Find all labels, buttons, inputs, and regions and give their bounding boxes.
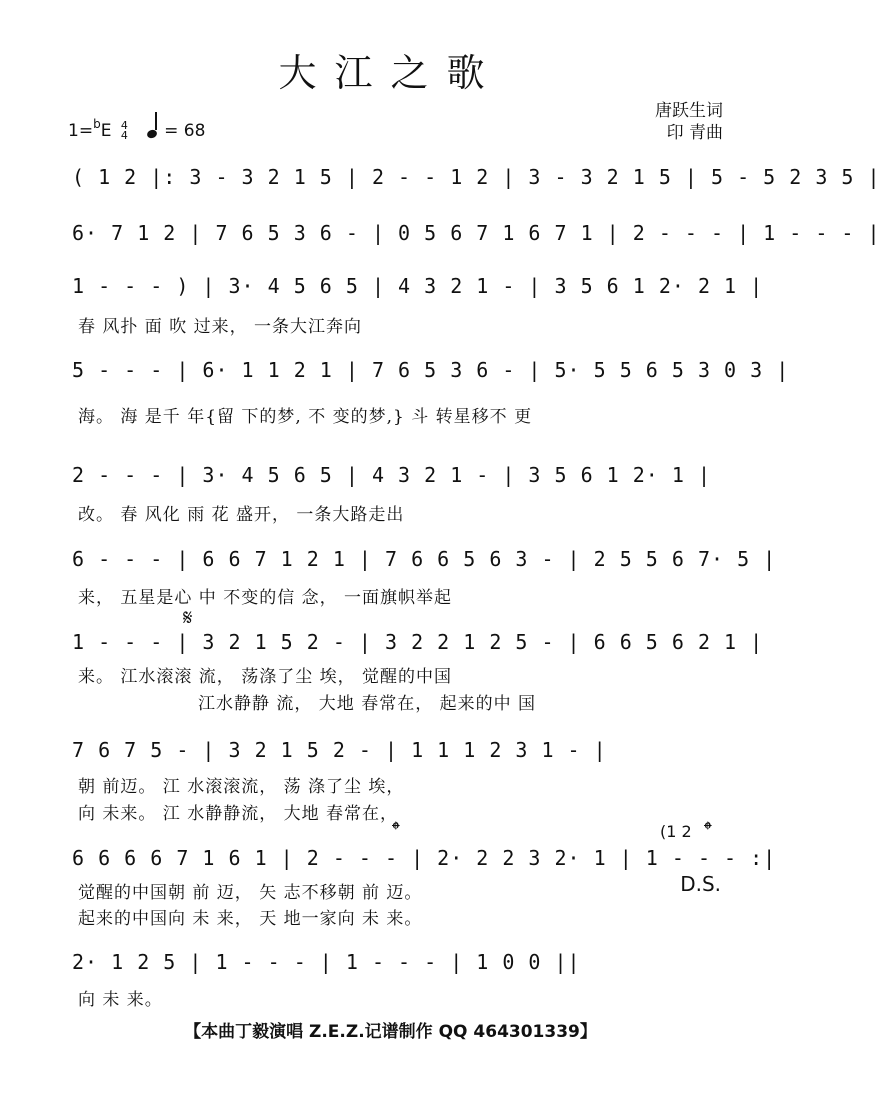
notation: 6· 7 1 2 | 7 6 5 3 6 - | 0 5 6 7 1 6 7 1 | 2 - - - | 1 - - - | bbox=[72, 221, 881, 245]
notation: 1 - - - | 3 2 1 5 2 - | 3 2 2 1 2 5 - | 6 6 5 6 2 1 | bbox=[72, 630, 764, 654]
lyric-line: 春 风扑 面 吹 过来， 一条大江奔向 bbox=[78, 317, 363, 337]
staff-row bbox=[72, 630, 764, 654]
key-note: E bbox=[100, 121, 112, 141]
notation: 6 6 6 6 7 1 6 1 | 2 - - - | 2· 2 2 3 2· 1 | 1 - - - :| bbox=[72, 846, 777, 870]
composer-credit: 印 青曲 bbox=[666, 123, 723, 143]
lyric-line: 海。 海 是千 年{留 下的梦, 不 变的梦,} 斗 转星移不 更 bbox=[78, 407, 533, 427]
staff-row bbox=[72, 463, 720, 487]
lyric-line: 觉醒的中国朝 前 迈， 矢 志不移朝 前 迈。 bbox=[78, 883, 423, 903]
staff-row bbox=[72, 950, 720, 974]
staff-row bbox=[72, 165, 881, 189]
note-stem bbox=[155, 112, 157, 130]
time-bottom: 4 bbox=[120, 129, 128, 142]
notation: 1 - - - ) | 3· 4 5 6 5 | 4 3 2 1 - | 3 5 6 1 2· 2 1 | bbox=[72, 274, 764, 298]
time-signature bbox=[121, 121, 128, 141]
segno-icon: 𝄋 bbox=[183, 606, 193, 631]
notation: 2 - - - | 3· 4 5 6 5 | 4 3 2 1 - | 3 5 6 1 2· 1 | bbox=[72, 463, 712, 487]
key-signature bbox=[68, 118, 205, 141]
lyric-line: 起来的中国向 未 来， 天 地一家向 未 来。 bbox=[78, 909, 423, 929]
coda-icon: 𝄌 bbox=[704, 818, 712, 843]
notation: 2· 1 2 5 | 1 - - - | 1 - - - | 1 0 0 || bbox=[72, 950, 581, 974]
lyric-line: 来。 江水滚滚 流， 荡涤了尘 埃， 觉醒的中国 bbox=[78, 667, 453, 687]
notation: 5 - - - | 6· 1 1 2 1 | 7 6 5 3 6 - | 5· 5 5 6 5 3 0 3 | bbox=[72, 358, 790, 382]
staff-row bbox=[72, 221, 881, 245]
time-top: 4 bbox=[120, 119, 128, 132]
coda-icon: 𝄌 bbox=[392, 818, 400, 843]
dal-segno: D.S. bbox=[680, 872, 721, 896]
lyric-line: 江水静静 流， 大地 春常在， 起来的中 国 bbox=[198, 694, 537, 714]
notation: 7 6 7 5 - | 3 2 1 5 2 - | 1 1 1 2 3 1 - | bbox=[72, 738, 607, 762]
key-prefix: 1= bbox=[68, 121, 94, 141]
tempo: = 68 bbox=[164, 121, 206, 141]
repeat-hint: (1 2 bbox=[660, 822, 692, 841]
flat-sign: b bbox=[93, 117, 101, 131]
lyric-line: 向 未来。 江 水静静流， 大地 春常在， bbox=[78, 804, 399, 824]
lyricist-credit: 唐跃生词 bbox=[655, 101, 723, 121]
lyric-line: 朝 前迈。 江 水滚滚流， 荡 涤了尘 埃， bbox=[78, 777, 405, 797]
staff-row bbox=[72, 358, 790, 382]
staff-row bbox=[72, 274, 764, 298]
footer-credit: 【本曲丁毅演唱 Z.E.Z.记谱制作 QQ 464301339】 bbox=[184, 1022, 597, 1042]
song-title: 大江之歌 bbox=[278, 51, 503, 95]
staff-row bbox=[72, 547, 777, 571]
lyric-line: 来， 五星是心 中 不变的信 念， 一面旗帜举起 bbox=[78, 588, 453, 608]
notation: 6 - - - | 6 6 7 1 2 1 | 7 6 6 5 6 3 - | 2 5 5 6 7· 5 | bbox=[72, 547, 777, 571]
staff-row bbox=[72, 846, 777, 870]
quarter-note-icon bbox=[146, 129, 158, 140]
lyric-line: 向 未 来。 bbox=[78, 990, 163, 1010]
staff-row bbox=[72, 738, 720, 762]
lyric-line: 改。 春 风化 雨 花 盛开， 一条大路走出 bbox=[78, 505, 405, 525]
notation: ( 1 2 |: 3 - 3 2 1 5 | 2 - - 1 2 | 3 - 3 2 1 5 | 5 - 5 2 3 5 | bbox=[72, 165, 881, 189]
